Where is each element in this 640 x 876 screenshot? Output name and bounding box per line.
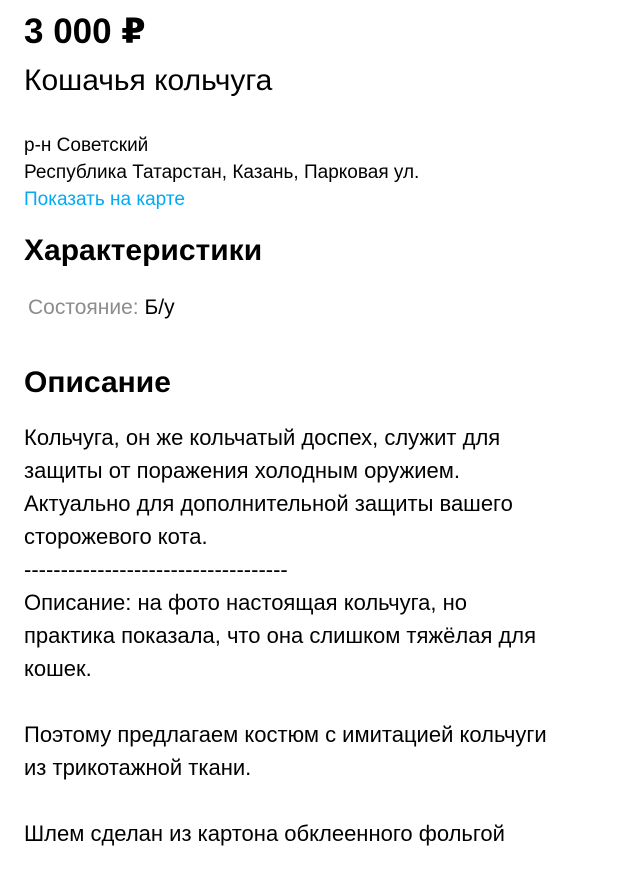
listing-price: 3 000 ₽ — [24, 12, 146, 51]
description-heading: Описание — [24, 366, 171, 399]
description-line: Шлем сделан из картона обклеенного фольгой — [24, 821, 505, 846]
address-text: Республика Татарстан, Казань, Парковая ул. — [24, 162, 420, 183]
condition-value: Б/у — [144, 296, 175, 319]
district-text: р-н Советский — [24, 135, 149, 156]
condition-row — [28, 293, 175, 323]
description-line: из трикотажной ткани. — [24, 755, 252, 780]
description-line: Кольчуга, он же кольчатый доспех, служит для — [24, 425, 501, 450]
location-block — [24, 132, 419, 213]
description-line: защиты от поражения холодным оружием. — [24, 458, 461, 483]
description-text — [24, 421, 624, 850]
description-line: сторожевого кота. — [24, 524, 208, 549]
listing-title: Кошачья кольчуга — [24, 64, 273, 97]
characteristics-heading: Характеристики — [24, 234, 263, 267]
description-line: Описание: на фото настоящая кольчуга, но — [24, 590, 467, 615]
description-line: кошек. — [24, 656, 92, 681]
paragraph-gap — [24, 685, 624, 718]
description-separator: ------------------------------------ — [24, 557, 288, 582]
description-line: Актуально для дополнительной защиты вашего — [24, 491, 513, 516]
description-line: Поэтому предлагаем костюм с имитацией кольчуги — [24, 722, 547, 747]
show-on-map-link[interactable]: Показать на карте — [24, 189, 185, 210]
paragraph-gap — [24, 784, 624, 817]
description-line: практика показала, что она слишком тяжёлая для — [24, 623, 537, 648]
condition-label: Состояние: — [28, 296, 139, 319]
